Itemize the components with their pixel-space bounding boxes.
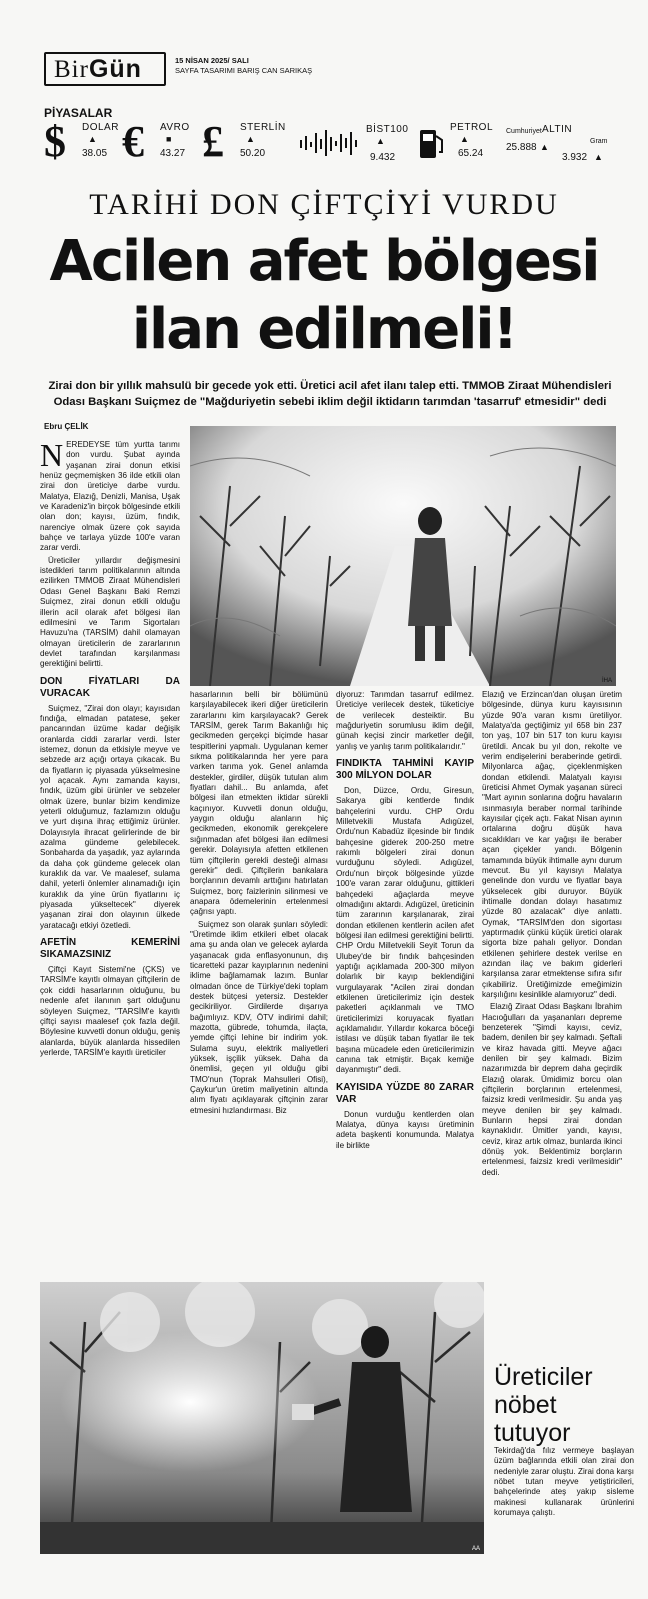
market-name: PETROL <box>450 122 494 133</box>
sidebar-title <box>494 1363 634 1447</box>
sidebar-title-line: nöbet <box>494 1391 557 1419</box>
frost-field-photo <box>190 426 616 686</box>
dateline <box>175 56 312 76</box>
issue-date: 15 NİSAN 2025/ SALI <box>175 56 249 65</box>
euro-icon: € <box>122 117 144 166</box>
paragraph: Suiçmez son olarak şunları söyledi: "Üretimde iklim etkileri elbet olacak ama şu anda olan ve gelecek aylarda yaşanacak gıda enflasyonunun, dış ticaretteki pazar kayıplarının nedenini iklime bağlamamak lazım. Bunlar olmadan önce de Türkiye'deki toplam destek bütçesi yetersiz. Destekler gecikiriliyor. Girdilerde dışarıya bağımlıyız. KDV, ÖTV indirimi dahil; mazotta, gübrede, tohumda, ilaçta, yemde çiftçi lehine bir indirim yok. Sulama suyu, elektrik maliyetleri yüksek, işçilik yüksek. Daha da önemlisi, geçen yıl olduğu gibi TMO'nun (Toprak Mahsulleri Ofisi), Çaykur'un üretim maliyetinin altında alım fiyatı açıklayarak çiftçinin zarar etmesini hızlandırması. Biz <box>190 919 328 1115</box>
trend-flat-icon: ■ <box>166 134 172 144</box>
stock-chart-icon <box>298 128 364 158</box>
drop-cap: N <box>40 437 64 473</box>
market-name: AVRO <box>160 122 190 133</box>
market-name: ALTIN <box>542 124 573 135</box>
paragraph: Elazığ ve Erzincan'dan oluşan üretim bölgesinde, dünya kuru kayısısının yüzde 90'a varan kısmı üretiliyor. Malatya'da geçtiğimiz yıl 658 bin 237 ton yaş, 107 bin 517 ton kuru kayısı üretildi. Ancak bu yıl don, rekolte ve verim endişelerini beraberinde getirdi. Milyonlarca ağaç, çiçeklenmişken dondan etkilendi. Malatyalı kayısı üreticisi Ahmet Oymak yaşanan süreci "Mart ayının sonlarına doğru havaların ısınmasıyla beraber normal tarihinde kayısılar çiçek açtı. Fakat Nisan ayının ortalarına doğru düşük hava sıcaklıkları ve kar yağışı ile beraber açan çiçekler yandı. Bölgenin tamamında büyük ihtimalle aynı durum mevcut. Bu yıl kayısıyı Malatya genelinde don vurdu ve fiyatlar baya yükselecek gibi duruyor. Büyük ihtimalle dondan dolayı hasatımız yüzde 80 azalacak" diye anlattı. Oymak, "TARSİM'den don sigortası yaptırmadık çünkü küçük üretici olarak sigorta bize pahalı geliyor. Dondan etkilenen şehirlere destek verilse en azından ilaç ve bakım giderleri karşılansa zarar etmektense sıfıra sıfır çıkabiliriz. Üretiğimizde emeğimizin karşılığını kesinlikle alamıyoruz" dedi. <box>482 690 622 999</box>
paragraph: Üreticiler yıllardır değişmesini istedikleri tarım politikalarının altında ezilirken TMMOB Ziraat Mühendisleri Odası Genel Başkanı Baki Remzi Suiçmez, zirai donun etkili olduğu illerin acil olarak afet bölgesi ilan edilmesini ve Tarım Sigortaları Havuzu'na (TARSİM) dahil olamayan olmayan üreticilerin de zararlarının devlet tarafından karşılanması gerektiğini belirtti. <box>40 555 180 669</box>
article-column-4 <box>482 690 622 1180</box>
paragraph: hasarlarının belli bir bölümünü karşılayabilecek ikeri diğer üreticilerin zararlarını kim karşılayacak? Gerek TARSİM, gerek Tarım Bakanlığı hiç gecikmeden gerçekçi biçimde hasar tespitlerini yapmalı. Uygulanan kemer sıkma politikalarında her yere para varken tarıma yok. Genel anlamda destekler, girdiler, düşük tutulan alım fiyatları dahil... Bu anlamda, afet bölgesi ilan etmekten iktidar sürekli kaçınıyor. Kuvvetli donun olduğu, yaygın olduğu alanların hiç gecikmeden, ekonomik gerekçelere sığınmadan afet bölgesi ilan edilmesi gerekir. Dolayısıyla afetten etkilenen tüm çiftçilerin gerekli desteği alması gerekir" dedi. Çiftçilerin bankalara borçlarının devamlı arttığını hatırlatan Suiçmez, borç faizlerinin silinmesi ve anapara ödemelerinin ertelenmesi çağrısı yaptı. <box>190 690 328 917</box>
market-euro <box>122 118 202 166</box>
photo-illustration <box>190 426 616 686</box>
trend-up-icon: ▲ <box>88 134 97 144</box>
trend-up-icon: ▲ <box>460 134 469 144</box>
article-column-1 <box>40 437 180 1060</box>
orchard-fire-photo <box>40 1282 484 1554</box>
sidebar-title-line: Üreticiler <box>494 1363 593 1391</box>
headline-line-1: Acilen afet bölgesi <box>49 229 599 294</box>
subheading: AFETİN KEMERİNİ SIKAMAZSINIZ <box>40 937 180 961</box>
photo-credit: İHA <box>601 678 612 684</box>
market-name: BİST100 <box>366 124 409 135</box>
pound-icon: £ <box>202 117 224 166</box>
subheading: FINDIKTA TAHMİNİ KAYIP 300 MİLYON DOLAR <box>336 758 474 782</box>
market-name: STERLİN <box>240 122 286 133</box>
market-name: DOLAR <box>82 122 119 133</box>
gold-cumhuriyet-value: 25.888 <box>506 142 537 153</box>
trend-up-icon: ▲ <box>376 136 385 146</box>
market-sterling <box>202 118 292 166</box>
dollar-icon: $ <box>44 117 66 166</box>
paragraph: diyoruz: Tarımdan tasarruf edilmez. Üreticiye verilecek destek, tüketiciye de verilecek desteiktir. Bu mağduriyetin sorumlusu iklim değil, günah keçisi zincir marketler değil, yanlış ve yanlış tarım politikalarıdır." <box>336 690 474 751</box>
trend-up-icon: ▲ <box>246 134 255 144</box>
market-value: 65.24 <box>458 148 484 159</box>
fuel-pump-icon <box>418 126 446 160</box>
article-column-2 <box>190 690 328 1118</box>
logo-text-thin: Bir <box>54 56 89 83</box>
subheading: KAYISIDA YÜZDE 80 ZARAR VAR <box>336 1081 474 1105</box>
trend-up-icon: ▲ <box>594 152 603 162</box>
logo-text-bold: Gün <box>88 55 142 83</box>
market-value: 43.27 <box>160 148 186 159</box>
market-oil <box>418 118 498 166</box>
trend-up-icon: ▲ <box>540 142 549 152</box>
photo-illustration <box>40 1282 484 1554</box>
paragraph <box>40 437 180 554</box>
market-value: 38.05 <box>82 148 108 159</box>
paragraph: Donun vurduğu kentlerden olan Malatya, dünya kayısı üretiminin adeta başkenti konumunda. Malatya ile birlikte <box>336 1109 474 1150</box>
gold-cumhuriyet-label: Cumhuriyet <box>506 128 542 135</box>
paragraph: Çiftçi Kayıt Sistemi'ne (ÇKS) ve TARSİM'e kayıtlı olmayan çiftçilerin de çok ciddi hasarlarının olduğunu, bu nedenle afet ilanının şart olduğunu söyleyen Suiçmez, "TARSİM'e kayıtlı çiftçi sayısı maalesef çok fazla değil. Böylesine kuvvetli donun olduğu, geniş alanlarda, büyük alanlarda hissedilen yerlerde, TARSİM'e kayıtlı üreticiler <box>40 965 180 1057</box>
market-gold <box>502 118 620 166</box>
article-column-3 <box>336 690 474 1153</box>
market-dollar <box>44 118 124 166</box>
spot-line-1: Zirai don bir yıllık mahsulü bir gecede yok etti. Üretici acil afet ilanı talep etti. TMMOB Ziraat Mühendisleri <box>48 380 612 392</box>
kicker: TARİHİ DON ÇİFTÇİYİ VURDU <box>89 188 559 221</box>
gold-gram-value: 3.932 <box>562 152 588 163</box>
market-bist <box>298 118 408 166</box>
subheading: DON FİYATLARI DA VURACAK <box>40 675 180 699</box>
paragraph: Suiçmez, "Zirai don olayı; kayısıdan fındığa, elmadan patatese, şeker pancarından üzüme kadar değişik oranlarda ciddi zararlar verdi. İster istemez, donun da etkisiyle meyve ve sebzede arz açığı ortaya çıkacak. Bu da fiyatların iç piyasada yükselmesine yol açacak. Aynı zamanda kayısı, fındık, üzüm gibi ürünler ve sebzeler olmak üzere, bunlar bizim kendimize yeterli olduğumuz, fazlamızın olduğu ve yurt dışına ihraç ettiğimiz ürünler. Dolayısıyla ihracat gelirlerinde de bir azalma gündeme gelebilecek. Sonbaharda da yaşadık, yaz aylarında da daha çok gündeme gelecek olan kuraklık da var. Ve maalesef, sulama dahil, yeterli önlemler alınamadığı için kuraklık da yine ürün fiyatlarını iç piyasada yükseltecek" diyerek yaşanan zirai don olayının ülkede yaratacağı etkiyi özetledi. <box>40 703 180 930</box>
gold-gram-label: Gram <box>590 138 608 145</box>
markets-title: PİYASALAR <box>44 106 113 120</box>
spot-line-2: Odası Başkanı Suiçmez de "Mağduriyetin sebebi iklim değil iktidarın tarımdan 'tasarruf' etmesidir" dedi <box>53 396 607 408</box>
paragraph: Don, Düzce, Ordu, Giresun, Sakarya gibi kentlerde fındık bahçelerini vurdu. CHP Ordu Milletvekili Mustafa Adıgüzel, Ordu'nun Kabadüz ilçesinde bir fındık bahçesine giderek 200-250 metre rakımlı bölgeleri zirai donun vurduğunu söyledi. Adıgüzel, Ordu'nun birçok bölgesinde yüzde 100'e varan zarar olduğunu, gittikleri bahçedeki ağaçlarda meyve olmadığını aktardı. Adıgüzel, üreticinin tüm zararının karşılanarak, zirai dondan etkilenen kentlerin acilen afet bölgesi ilan edilmesi gerektiğini belirtti. CHP Ordu Milletvekili Seyit Torun da Ulubey'de bir fındık bahçesinden yaptığı açıklamada 200-300 milyon dolarlık bir kayıp beklendiğini vurgulayarak "Acilen zirai dondan etkilenen üreticilerimiz için destek paketleri açıklanmalı ve TMO üreticilerimizi koruyacak fiyatları açıklamalıdır. Yıllardır kokarca böceği istilası ve düşük taban fiyatlar ile tek başına mücadele eden üreticilerimizin canına tak etmiştir. Bıçak kemiğe dayanmıştır" dedi. <box>336 786 474 1075</box>
newspaper-logo <box>44 52 166 86</box>
page-design-credit: SAYFA TASARIMI BARIŞ CAN SARIKAŞ <box>175 66 313 75</box>
market-value: 9.432 <box>370 152 396 163</box>
headline-line-2: ilan edilmeli! <box>131 297 517 362</box>
market-value: 50.20 <box>240 148 266 159</box>
paragraph: Elazığ Ziraat Odası Başkanı İbrahim Hacıoğulları da yaşananları depreme benzeterek "Şimdi kayısı, ceviz, badem, denilen bir şey kalmadı. Şeftali ve kiraz havada gitti. Meyve ağacı denilen bir şey kalmadı. Bizim nazarımızda bir deprem daha geçirdik Elazığ olarak. Ümidimiz borcu olan çiftçilerin borçlarının ertelenmesi, faizsiz kredi verilmesidir. Şu anda yaş meyve denilen bir şey kalmadı. Bunların hepsi zirai dondan kaynaklıdır. Ümitler yandı, kayısı, ceviz, kiraz artık olmaz, bunlarda ikinci dönüş yok. Beklentimiz borçların ertelenmesi, faizsiz kredi verilmesidir" dedi. <box>482 1002 622 1177</box>
sidebar-title-line: tutuyor <box>494 1419 571 1447</box>
paragraph-text: EREDEYSE tüm yurtta tarımı don vurdu. Şubat ayında yaşanan zirai donun etkisi henüz geçmemişken 36 ilde etkili olan zirai don üreticiye darbe vurdu. Malatya, Elazığ, Denizli, Manisa, Uşak ve Karadeniz'in birçok bölgesinde etkili olan don; kayısı, üzüm, fındık, narenciye olmak üzere çok sayıda bahçe ve tarlaya yüzde 100'e varan zarar verdi. <box>40 440 180 553</box>
sidebar-text: Tekirdağ'da fılız vermeye başlayan üzüm bağlarında etkili olan zirai don nedeniyle zarar oluştu. Zirai dona karşı nöbet tutan meyve yetiştiricileri, bahçelerinde ateş yakıp sisleme makinesi kullanarak ürünlerini korumaya çalıştı. <box>494 1446 634 1518</box>
byline: Ebru ÇELİK <box>44 422 89 431</box>
photo-credit: AA <box>471 1546 480 1552</box>
spot-text <box>40 378 620 410</box>
